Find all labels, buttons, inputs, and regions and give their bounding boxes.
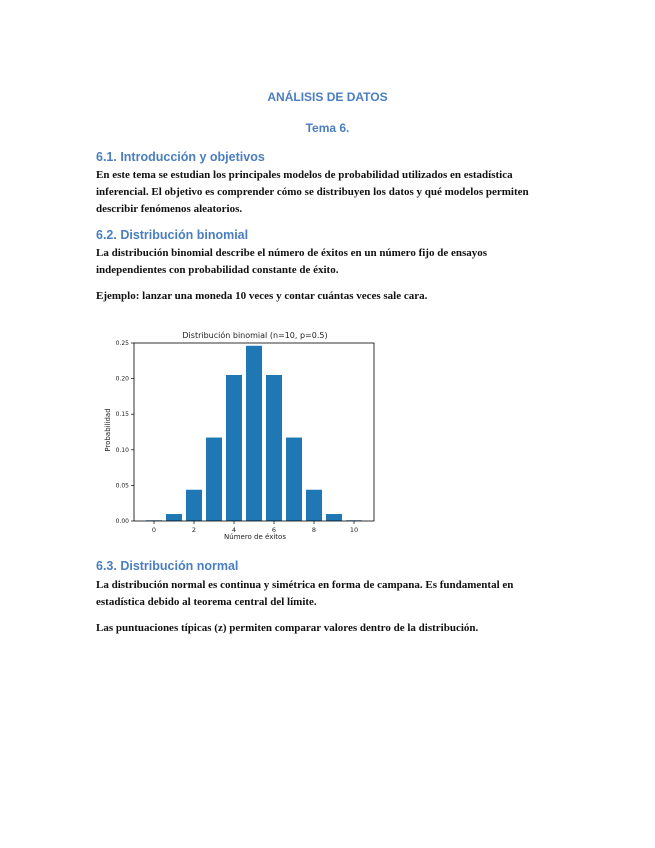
paragraph-normal-z: Las puntuaciones típicas (z) permiten comparar valores dentro de la distribución. [96,622,479,634]
paragraph-binomial-example: Ejemplo: lanzar una moneda 10 veces y contar cuántas veces sale cara. [96,290,428,302]
y-tick-label: 0.05 [115,482,129,490]
x-tick-label: 4 [231,526,237,534]
bar-2 [186,490,202,521]
y-tick-label: 0.15 [115,411,129,419]
paragraph-normal: La distribución normal es continua y simétrica en forma de campana. Es fundamental en estadística debido al teorema central del límite. [96,579,514,608]
y-tick-label: 0.10 [115,446,129,454]
binomial-chart [100,325,390,545]
y-tick-label: 0.00 [115,518,129,525]
chart-x-axis-label: Número de éxitos [224,533,286,541]
bar-3 [206,438,222,521]
x-tick-label: 2 [191,526,197,534]
paragraph-binomial: La distribución binomial describe el número de éxitos en un número fijo de ensayos independientes con probabilidad constante de éxito. [96,247,488,276]
y-tick-label: 0.20 [115,375,129,383]
y-tick-label: 0.25 [115,340,129,347]
section-heading-intro: 6.1. Introducción y objetivos [96,150,265,164]
x-tick-label: 8 [311,526,317,534]
section-heading-binomial: 6.2. Distribución binomial [96,228,249,242]
document-title: ANÁLISIS DE DATOS [267,90,388,104]
x-tick-label: 10 [349,526,359,534]
document-subtitle: Tema 6. [305,121,350,135]
chart-y-axis-label: Probabilidad [104,408,112,452]
paragraph-intro: En este tema se estudian los principales modelos de probabilidad utilizados en estadística inferencial. El objetivo es comprender cómo se distribuyen los datos y qué modelos permiten describir fenómenos aleatorios. [96,169,529,215]
chart-title: Distribución binomial (n=10, p=0.5) [182,331,328,340]
bar-1 [166,514,182,521]
bar-4 [226,375,242,521]
bar-6 [266,375,282,521]
bar-7 [286,438,302,521]
x-tick-label: 0 [151,526,157,534]
section-heading-normal: 6.3. Distribución normal [96,559,239,573]
x-tick-label: 6 [271,526,277,534]
binomial-chart-svg [100,325,390,545]
bar-5 [246,346,262,521]
bar-8 [306,490,322,521]
bar-9 [326,514,342,521]
